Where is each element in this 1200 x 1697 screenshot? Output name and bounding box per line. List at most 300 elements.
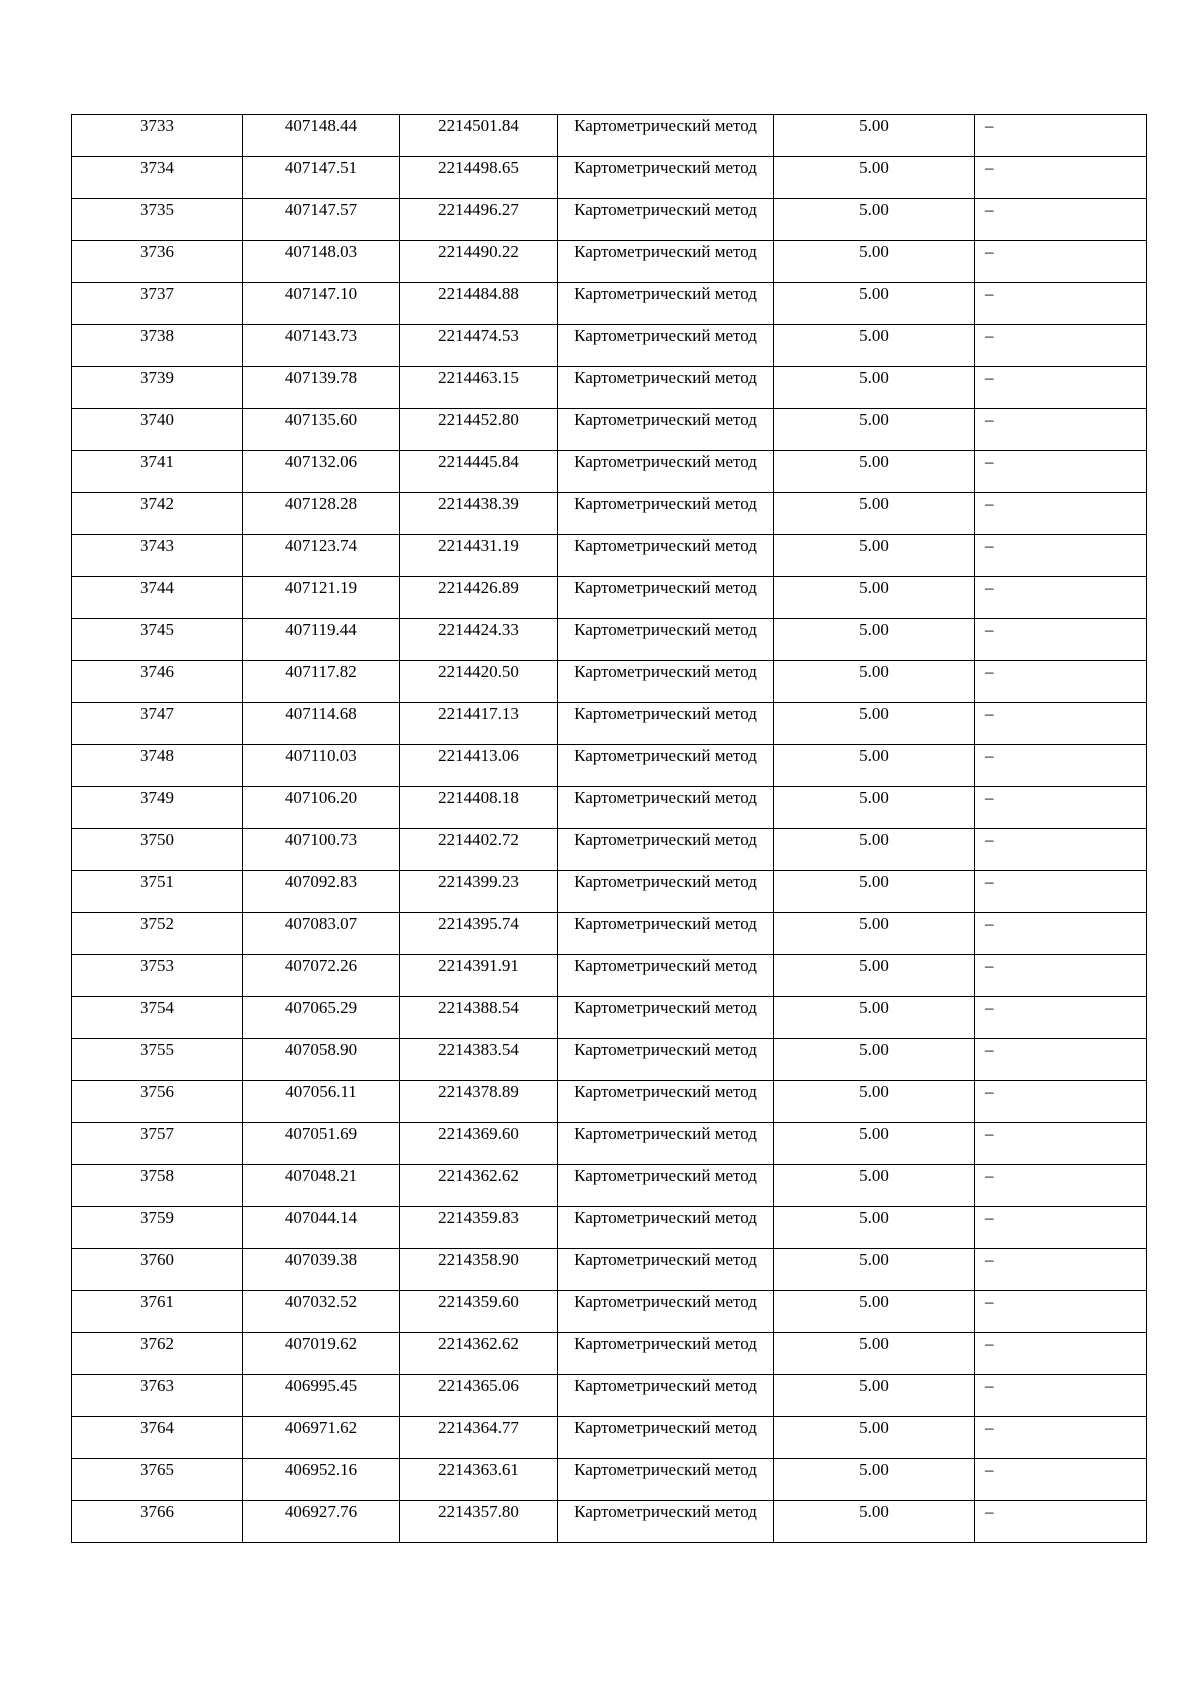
accuracy-text: 5.00 — [859, 536, 889, 555]
table-row — [72, 1039, 1147, 1081]
point-number-cell — [72, 1207, 243, 1249]
note-cell — [975, 1291, 1147, 1333]
coordinate-x-cell — [243, 1333, 400, 1375]
point-number-text: 3743 — [140, 536, 174, 555]
accuracy-cell — [774, 745, 975, 787]
accuracy-text: 5.00 — [859, 662, 889, 681]
method-cell — [558, 367, 774, 409]
method-cell — [558, 157, 774, 199]
accuracy-text: 5.00 — [859, 494, 889, 513]
point-number-text: 3764 — [140, 1418, 174, 1437]
coordinate-y-text: 2214362.62 — [438, 1334, 519, 1353]
document-page — [71, 114, 1146, 1543]
point-number-text: 3761 — [140, 1292, 174, 1311]
note-cell — [975, 1459, 1147, 1501]
coordinate-y-cell — [400, 1081, 558, 1123]
note-text: – — [985, 914, 994, 933]
coordinate-x-text: 407148.44 — [284, 116, 358, 135]
table-row — [72, 1375, 1147, 1417]
method-text: Картометрический метод — [574, 914, 757, 933]
point-number-cell — [72, 1165, 243, 1207]
note-text: – — [985, 116, 994, 135]
point-number-cell — [72, 829, 243, 871]
coordinate-y-cell — [400, 745, 558, 787]
coordinate-y-cell — [400, 241, 558, 283]
note-cell — [975, 1333, 1147, 1375]
coordinate-y-text: 2214357.80 — [438, 1502, 519, 1521]
accuracy-cell — [774, 871, 975, 913]
coordinate-y-text: 2214362.62 — [438, 1166, 519, 1185]
method-cell — [558, 241, 774, 283]
note-cell — [975, 997, 1147, 1039]
note-text: – — [985, 788, 994, 807]
accuracy-text: 5.00 — [859, 242, 889, 261]
note-cell — [975, 241, 1147, 283]
point-number-cell — [72, 745, 243, 787]
coordinate-x-text: 407065.29 — [284, 998, 358, 1017]
point-number-text: 3737 — [140, 284, 174, 303]
accuracy-text: 5.00 — [859, 1040, 889, 1059]
point-number-text: 3751 — [140, 872, 174, 891]
coordinate-y-cell — [400, 1417, 558, 1459]
coordinate-x-text: 407143.73 — [284, 326, 358, 345]
note-text: – — [985, 242, 994, 261]
note-cell — [975, 451, 1147, 493]
coordinate-y-cell — [400, 409, 558, 451]
coordinate-x-text: 407058.90 — [284, 1040, 358, 1059]
coordinates-table — [71, 114, 1147, 1543]
accuracy-cell — [774, 115, 975, 157]
table-row — [72, 1459, 1147, 1501]
coordinate-y-text: 2214365.06 — [438, 1376, 519, 1395]
table-row — [72, 241, 1147, 283]
method-cell — [558, 1459, 774, 1501]
accuracy-text: 5.00 — [859, 578, 889, 597]
accuracy-text: 5.00 — [859, 1166, 889, 1185]
note-cell — [975, 1039, 1147, 1081]
accuracy-cell — [774, 1459, 975, 1501]
coordinate-y-text: 2214452.80 — [438, 410, 519, 429]
coordinate-x-cell — [243, 1501, 400, 1543]
coordinate-y-text: 2214369.60 — [438, 1124, 519, 1143]
coordinate-x-cell — [243, 535, 400, 577]
coordinate-x-cell — [243, 1291, 400, 1333]
coordinate-y-text: 2214431.19 — [438, 536, 519, 555]
method-text: Картометрический метод — [574, 116, 757, 135]
coordinate-y-text: 2214484.88 — [438, 284, 519, 303]
note-cell — [975, 1081, 1147, 1123]
table-row — [72, 1165, 1147, 1207]
note-cell — [975, 367, 1147, 409]
method-cell — [558, 661, 774, 703]
coordinate-y-cell — [400, 1039, 558, 1081]
method-cell — [558, 1165, 774, 1207]
table-row — [72, 1123, 1147, 1165]
method-cell — [558, 1291, 774, 1333]
coordinate-y-text: 2214383.54 — [438, 1040, 519, 1059]
coordinate-x-cell — [243, 913, 400, 955]
point-number-cell — [72, 1417, 243, 1459]
note-cell — [975, 1165, 1147, 1207]
coordinate-y-cell — [400, 1375, 558, 1417]
accuracy-text: 5.00 — [859, 830, 889, 849]
table-row — [72, 115, 1147, 157]
coordinate-x-text: 407139.78 — [284, 368, 358, 387]
coordinate-x-text: 407132.06 — [284, 452, 358, 471]
point-number-cell — [72, 409, 243, 451]
coordinate-y-text: 2214474.53 — [438, 326, 519, 345]
coordinate-x-cell — [243, 745, 400, 787]
accuracy-text: 5.00 — [859, 1292, 889, 1311]
point-number-cell — [72, 913, 243, 955]
accuracy-cell — [774, 493, 975, 535]
note-text: – — [985, 410, 994, 429]
method-cell — [558, 1249, 774, 1291]
method-cell — [558, 619, 774, 661]
note-text: – — [985, 1334, 994, 1353]
method-cell — [558, 871, 774, 913]
coordinate-x-text: 407135.60 — [284, 410, 358, 429]
method-cell — [558, 955, 774, 997]
coordinate-y-cell — [400, 157, 558, 199]
coordinate-x-text: 407148.03 — [284, 242, 358, 261]
note-text: – — [985, 872, 994, 891]
point-number-cell — [72, 493, 243, 535]
point-number-cell — [72, 1459, 243, 1501]
point-number-cell — [72, 997, 243, 1039]
note-text: – — [985, 368, 994, 387]
coordinate-x-cell — [243, 241, 400, 283]
method-text: Картометрический метод — [574, 368, 757, 387]
note-text: – — [985, 1376, 994, 1395]
accuracy-cell — [774, 787, 975, 829]
point-number-text: 3740 — [140, 410, 174, 429]
method-cell — [558, 493, 774, 535]
coordinate-x-cell — [243, 1417, 400, 1459]
note-text: – — [985, 1166, 994, 1185]
coordinate-x-cell — [243, 1375, 400, 1417]
coordinate-x-text: 407032.52 — [284, 1292, 358, 1311]
coordinate-y-cell — [400, 1165, 558, 1207]
point-number-text: 3744 — [140, 578, 174, 597]
coordinate-y-text: 2214378.89 — [438, 1082, 519, 1101]
table-row — [72, 535, 1147, 577]
table-row — [72, 745, 1147, 787]
note-text: – — [985, 452, 994, 471]
note-cell — [975, 955, 1147, 997]
accuracy-cell — [774, 283, 975, 325]
coordinate-x-cell — [243, 409, 400, 451]
coordinate-x-cell — [243, 1459, 400, 1501]
accuracy-cell — [774, 451, 975, 493]
coordinate-y-cell — [400, 199, 558, 241]
table-row — [72, 871, 1147, 913]
note-cell — [975, 1375, 1147, 1417]
point-number-cell — [72, 1081, 243, 1123]
coordinate-y-text: 2214359.60 — [438, 1292, 519, 1311]
coordinate-x-text: 407147.51 — [284, 158, 358, 177]
coordinate-y-text: 2214463.15 — [438, 368, 519, 387]
coordinate-x-text: 407147.10 — [284, 284, 358, 303]
method-cell — [558, 1207, 774, 1249]
accuracy-cell — [774, 199, 975, 241]
table-row — [72, 1207, 1147, 1249]
note-text: – — [985, 200, 994, 219]
accuracy-cell — [774, 157, 975, 199]
note-text: – — [985, 620, 994, 639]
coordinate-y-cell — [400, 451, 558, 493]
point-number-text: 3760 — [140, 1250, 174, 1269]
method-text: Картометрический метод — [574, 704, 757, 723]
coordinate-y-cell — [400, 1249, 558, 1291]
coordinate-x-cell — [243, 115, 400, 157]
note-text: – — [985, 956, 994, 975]
accuracy-text: 5.00 — [859, 1460, 889, 1479]
note-text: – — [985, 1292, 994, 1311]
method-cell — [558, 325, 774, 367]
accuracy-text: 5.00 — [859, 284, 889, 303]
point-number-text: 3739 — [140, 368, 174, 387]
accuracy-text: 5.00 — [859, 788, 889, 807]
coordinate-x-text: 407114.68 — [285, 704, 357, 723]
point-number-cell — [72, 619, 243, 661]
point-number-text: 3736 — [140, 242, 174, 261]
coordinate-y-text: 2214395.74 — [438, 914, 519, 933]
point-number-text: 3757 — [140, 1124, 174, 1143]
accuracy-cell — [774, 1249, 975, 1291]
coordinate-y-text: 2214438.39 — [438, 494, 519, 513]
coordinate-y-text: 2214363.61 — [438, 1460, 519, 1479]
accuracy-text: 5.00 — [859, 998, 889, 1017]
coordinate-y-cell — [400, 913, 558, 955]
coordinate-x-text: 407044.14 — [284, 1208, 358, 1227]
accuracy-cell — [774, 1039, 975, 1081]
accuracy-text: 5.00 — [859, 452, 889, 471]
accuracy-cell — [774, 1333, 975, 1375]
note-cell — [975, 535, 1147, 577]
note-text: – — [985, 1250, 994, 1269]
coordinate-x-text: 407019.62 — [284, 1334, 358, 1353]
note-text: – — [985, 326, 994, 345]
coordinate-x-text: 407110.03 — [285, 746, 357, 765]
coordinate-y-cell — [400, 367, 558, 409]
method-text: Картометрический метод — [574, 1040, 757, 1059]
note-cell — [975, 199, 1147, 241]
table-row — [72, 199, 1147, 241]
coordinate-x-text: 407121.19 — [284, 578, 358, 597]
method-text: Картометрический метод — [574, 410, 757, 429]
point-number-text: 3749 — [140, 788, 174, 807]
coordinate-x-text: 407100.73 — [284, 830, 358, 849]
coordinate-y-text: 2214391.91 — [438, 956, 519, 975]
method-text: Картометрический метод — [574, 788, 757, 807]
point-number-cell — [72, 367, 243, 409]
coordinate-x-text: 407147.57 — [284, 200, 358, 219]
table-row — [72, 1333, 1147, 1375]
table-row — [72, 1417, 1147, 1459]
note-cell — [975, 283, 1147, 325]
method-cell — [558, 787, 774, 829]
note-text: – — [985, 1460, 994, 1479]
coordinate-y-text: 2214417.13 — [438, 704, 519, 723]
note-text: – — [985, 830, 994, 849]
point-number-text: 3738 — [140, 326, 174, 345]
method-text: Картометрический метод — [574, 998, 757, 1017]
point-number-text: 3741 — [140, 452, 174, 471]
table-row — [72, 1291, 1147, 1333]
point-number-cell — [72, 199, 243, 241]
accuracy-text: 5.00 — [859, 1334, 889, 1353]
method-text: Картометрический метод — [574, 1124, 757, 1143]
method-text: Картометрический метод — [574, 326, 757, 345]
table-row — [72, 157, 1147, 199]
coordinate-x-cell — [243, 703, 400, 745]
coordinate-x-cell — [243, 1123, 400, 1165]
point-number-text: 3756 — [140, 1082, 174, 1101]
coordinate-y-text: 2214496.27 — [438, 200, 519, 219]
note-text: – — [985, 284, 994, 303]
point-number-cell — [72, 157, 243, 199]
method-text: Картометрический метод — [574, 1376, 757, 1395]
note-cell — [975, 619, 1147, 661]
coordinate-x-cell — [243, 619, 400, 661]
accuracy-cell — [774, 829, 975, 871]
method-text: Картометрический метод — [574, 662, 757, 681]
coordinate-x-cell — [243, 871, 400, 913]
coordinate-x-cell — [243, 451, 400, 493]
accuracy-text: 5.00 — [859, 1250, 889, 1269]
coordinate-y-text: 2214402.72 — [438, 830, 519, 849]
accuracy-cell — [774, 409, 975, 451]
coordinate-x-text: 406971.62 — [284, 1418, 358, 1437]
method-text: Картометрический метод — [574, 284, 757, 303]
method-text: Картометрический метод — [574, 872, 757, 891]
method-text: Картометрический метод — [574, 1208, 757, 1227]
method-cell — [558, 1039, 774, 1081]
note-cell — [975, 745, 1147, 787]
note-cell — [975, 1249, 1147, 1291]
note-text: – — [985, 536, 994, 555]
method-cell — [558, 409, 774, 451]
method-text: Картометрический метод — [574, 1166, 757, 1185]
coordinate-y-cell — [400, 493, 558, 535]
coordinate-x-text: 407106.20 — [284, 788, 358, 807]
accuracy-cell — [774, 955, 975, 997]
coordinate-x-cell — [243, 367, 400, 409]
method-cell — [558, 451, 774, 493]
coordinate-x-text: 407072.26 — [284, 956, 358, 975]
coordinate-y-cell — [400, 955, 558, 997]
method-text: Картометрический метод — [574, 1460, 757, 1479]
coordinate-y-cell — [400, 1123, 558, 1165]
coordinate-x-cell — [243, 1039, 400, 1081]
method-cell — [558, 1081, 774, 1123]
point-number-text: 3753 — [140, 956, 174, 975]
coordinate-x-cell — [243, 1249, 400, 1291]
accuracy-text: 5.00 — [859, 410, 889, 429]
method-cell — [558, 1333, 774, 1375]
table-row — [72, 1501, 1147, 1543]
note-text: – — [985, 578, 994, 597]
point-number-text: 3759 — [140, 1208, 174, 1227]
method-text: Картометрический метод — [574, 1502, 757, 1521]
coordinate-x-cell — [243, 787, 400, 829]
note-text: – — [985, 1040, 994, 1059]
coordinate-y-text: 2214420.50 — [438, 662, 519, 681]
coordinate-x-cell — [243, 493, 400, 535]
point-number-cell — [72, 535, 243, 577]
coordinate-x-text: 407048.21 — [284, 1166, 358, 1185]
accuracy-cell — [774, 913, 975, 955]
method-cell — [558, 1123, 774, 1165]
note-text: – — [985, 998, 994, 1017]
coordinate-x-cell — [243, 955, 400, 997]
table-row — [72, 367, 1147, 409]
coordinate-x-cell — [243, 157, 400, 199]
coordinate-y-cell — [400, 997, 558, 1039]
coordinate-y-cell — [400, 1501, 558, 1543]
point-number-cell — [72, 661, 243, 703]
accuracy-text: 5.00 — [859, 1376, 889, 1395]
coordinate-x-cell — [243, 283, 400, 325]
accuracy-cell — [774, 619, 975, 661]
accuracy-cell — [774, 1207, 975, 1249]
note-text: – — [985, 1124, 994, 1143]
method-text: Картометрический метод — [574, 158, 757, 177]
method-cell — [558, 1501, 774, 1543]
accuracy-cell — [774, 1123, 975, 1165]
point-number-text: 3752 — [140, 914, 174, 933]
point-number-text: 3742 — [140, 494, 174, 513]
coordinate-y-cell — [400, 577, 558, 619]
coordinate-y-cell — [400, 661, 558, 703]
method-text: Картометрический метод — [574, 956, 757, 975]
method-text: Картометрический метод — [574, 746, 757, 765]
table-row — [72, 325, 1147, 367]
coordinate-x-cell — [243, 829, 400, 871]
note-text: – — [985, 662, 994, 681]
accuracy-text: 5.00 — [859, 746, 889, 765]
accuracy-text: 5.00 — [859, 368, 889, 387]
table-row — [72, 787, 1147, 829]
accuracy-text: 5.00 — [859, 1502, 889, 1521]
point-number-text: 3748 — [140, 746, 174, 765]
accuracy-cell — [774, 1501, 975, 1543]
table-row — [72, 451, 1147, 493]
accuracy-text: 5.00 — [859, 872, 889, 891]
coordinate-x-cell — [243, 1081, 400, 1123]
table-row — [72, 1081, 1147, 1123]
coordinate-x-cell — [243, 1207, 400, 1249]
accuracy-cell — [774, 367, 975, 409]
coordinate-y-text: 2214399.23 — [438, 872, 519, 891]
point-number-cell — [72, 577, 243, 619]
method-cell — [558, 745, 774, 787]
accuracy-cell — [774, 703, 975, 745]
note-cell — [975, 787, 1147, 829]
coordinate-y-cell — [400, 871, 558, 913]
table-row — [72, 661, 1147, 703]
coordinate-y-text: 2214498.65 — [438, 158, 519, 177]
point-number-cell — [72, 325, 243, 367]
method-text: Картометрический метод — [574, 1334, 757, 1353]
point-number-cell — [72, 955, 243, 997]
coordinate-x-text: 407119.44 — [285, 620, 357, 639]
method-text: Картометрический метод — [574, 1292, 757, 1311]
point-number-text: 3762 — [140, 1334, 174, 1353]
coordinate-x-cell — [243, 1165, 400, 1207]
coordinate-y-cell — [400, 1459, 558, 1501]
